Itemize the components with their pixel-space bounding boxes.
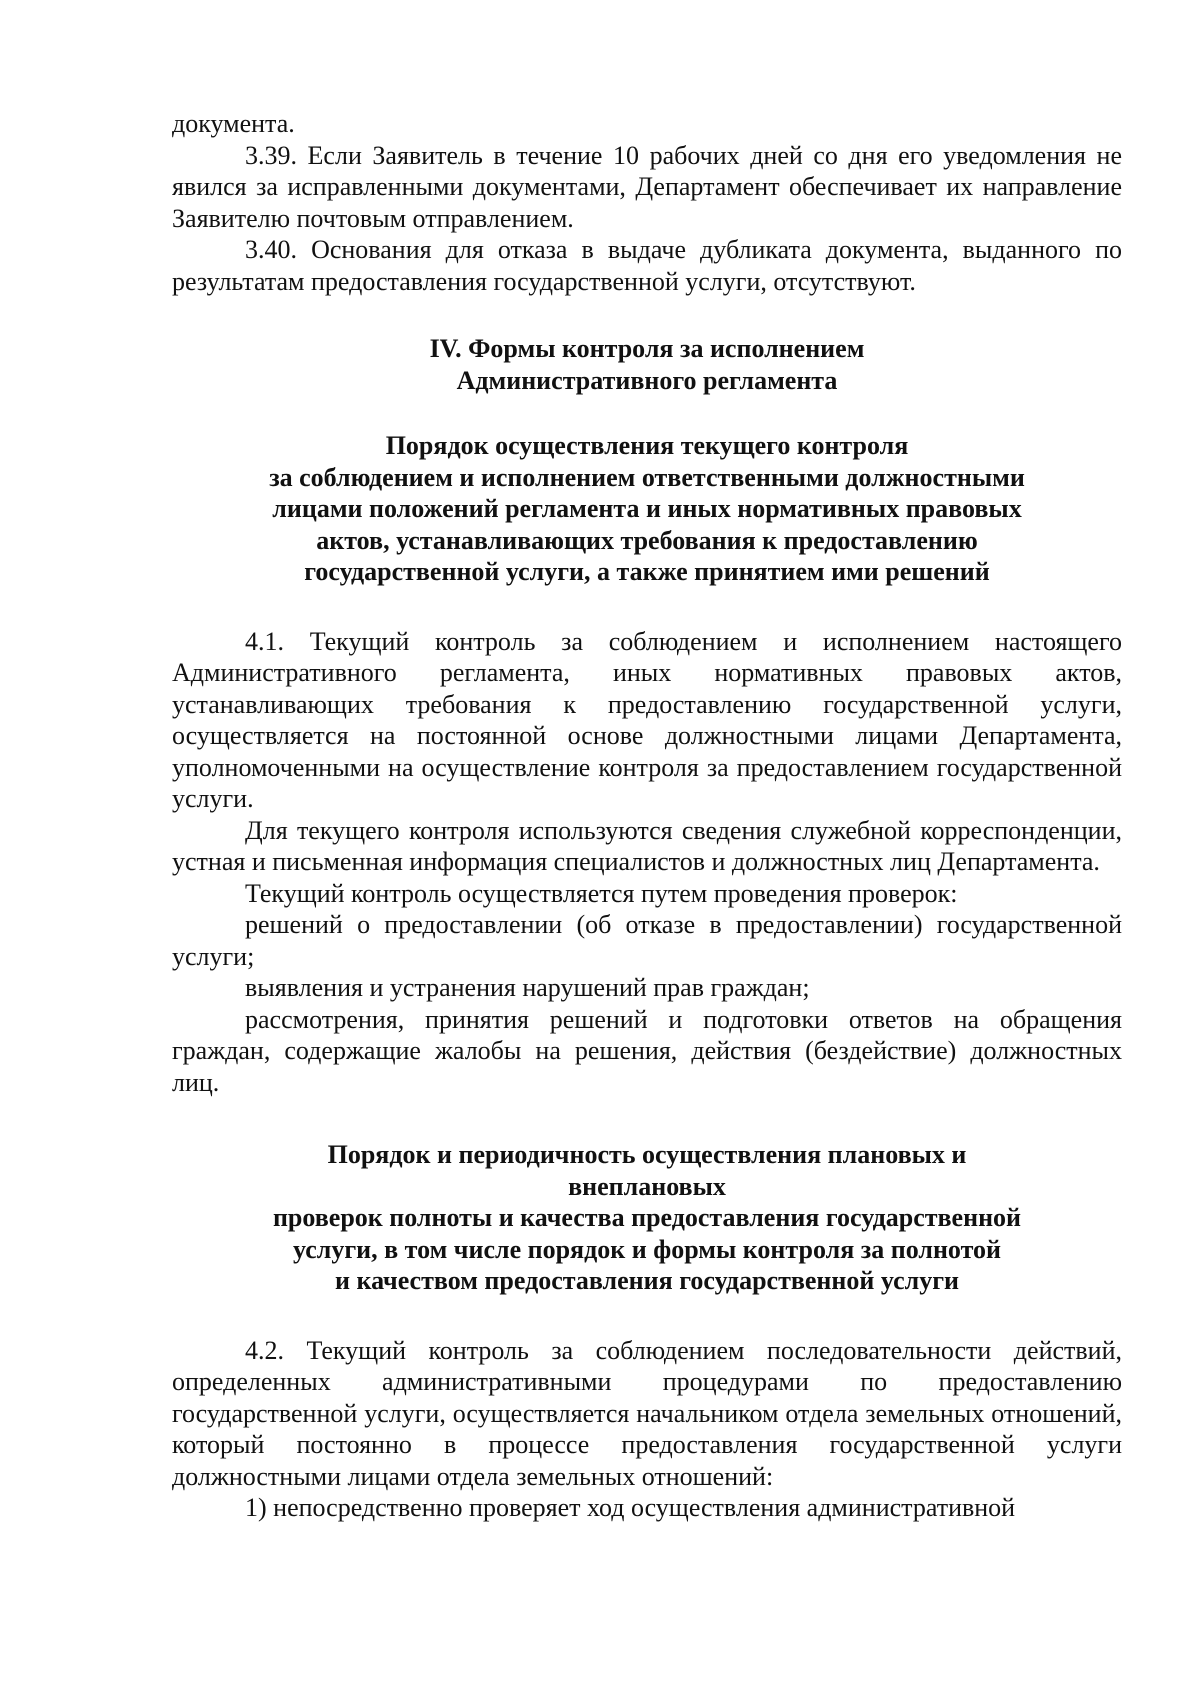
paragraph-checks-intro: Текущий контроль осуществляется путем проведения проверок:	[245, 878, 958, 908]
subheading-2-line: Порядок и периодичность осуществления плановых и	[327, 1140, 967, 1169]
paragraph-4-1: 4.1. Текущий контроль за соблюдением и исполнением настоящего Административного регламента, иных нормативных правовых актов, устанавливающих требования к предоставлению государственной услуги, осуществляется на постоянной основе должностными лицами Департамента, уполномоченными на осуществление контроля за предоставлением государственной услуги.	[172, 626, 1122, 813]
paragraph-check-appeals: рассмотрения, принятия решений и подготовки ответов на обращения граждан, содержащие жалобы на решения, действия (бездействие) должностных лиц.	[172, 1004, 1122, 1097]
section-4-title-line-2: Административного регламента	[456, 365, 838, 395]
subheading-1-line: государственной услуги, а также принятием ими решений	[304, 557, 990, 586]
section-4-title-line-1: IV. Формы контроля за исполнением	[429, 334, 865, 363]
paragraph-check-decisions: решений о предоставлении (об отказе в предоставлении) государственной услуги;	[172, 910, 1122, 971]
paragraph-previous-end: документа.	[172, 109, 295, 138]
paragraph-3-40: 3.40. Основания для отказа в выдаче дубликата документа, выданного по результатам предоставления государственной услуги, отсутствуют.	[172, 235, 1122, 296]
subheading-2-line: и качеством предоставления государственной услуги	[335, 1266, 959, 1295]
subheading-2-line: внеплановых	[568, 1171, 726, 1201]
paragraph-3-39: 3.39. Если Заявитель в течение 10 рабочих дней со дня его уведомления не явился за исправленными документами, Департамент обеспечивает их направление Заявителю почтовым отправлением.	[172, 140, 1122, 233]
subheading-1-line: Порядок осуществления текущего контроля	[385, 431, 909, 460]
subheading-1-line: за соблюдением и исполнением ответственными должностными	[269, 462, 1025, 492]
document-page	[172, 108, 1122, 1524]
paragraph-item-1: 1) непосредственно проверяет ход осуществления административной	[245, 1493, 1016, 1522]
subheading-current-control	[172, 430, 1122, 588]
paragraph-check-violations: выявления и устранения нарушений прав граждан;	[245, 973, 810, 1002]
subheading-1-line: актов, устанавливающих требования к предоставлению	[316, 525, 978, 555]
paragraph-4-2: 4.2. Текущий контроль за соблюдением последовательности действий, определенных административными процедурами по предоставлению государственной услуги, осуществляется начальником отдела земельных отношений, который постоянно в процессе предоставления государственной услуги должностными лицами отдела земельных отношений:	[172, 1335, 1122, 1491]
subheading-2-line: проверок полноты и качества предоставления государственной	[272, 1203, 1022, 1232]
subheading-1-line: лицами положений регламента и иных нормативных правовых	[272, 494, 1022, 523]
section-4-heading	[172, 333, 1122, 396]
paragraph-control-sources: Для текущего контроля используются сведения служебной корреспонденции, устная и письменная информация специалистов и должностных лиц Департамента.	[172, 815, 1122, 876]
subheading-2-line: услуги, в том числе порядок и формы контроля за полнотой	[293, 1234, 1001, 1264]
subheading-planned-checks	[172, 1139, 1122, 1297]
